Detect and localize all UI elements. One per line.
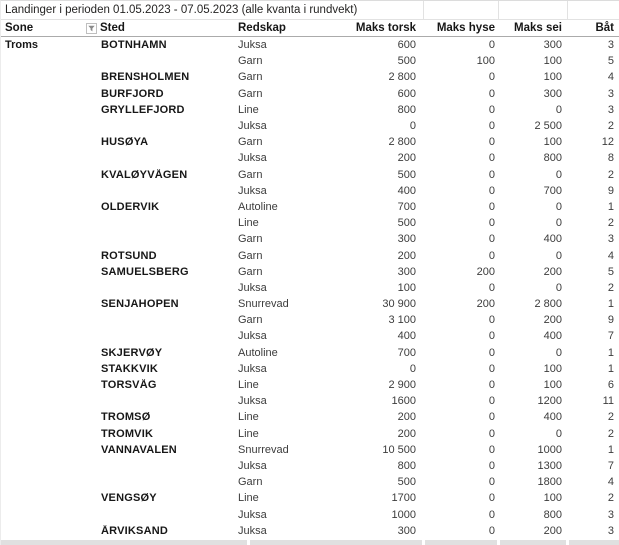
cell-maks-hyse: 0 xyxy=(488,508,495,521)
cell-sted: SAMUELSBERG xyxy=(101,265,189,278)
column-header-bat[interactable]: Båt xyxy=(595,22,614,34)
cell-maks-torsk: 200 xyxy=(397,411,416,424)
cell-redskap: Garn xyxy=(238,71,263,84)
cell-redskap: Line xyxy=(238,217,259,230)
cell-bat: 2 xyxy=(607,492,614,505)
cell-bat: 1 xyxy=(607,346,614,359)
cell-redskap: Snurrevad xyxy=(238,443,289,456)
cell-bat: 9 xyxy=(607,314,614,327)
cell-bat: 7 xyxy=(607,459,614,472)
cell-maks-sei: 0 xyxy=(555,103,562,116)
cell-maks-torsk: 300 xyxy=(397,265,416,278)
cell-maks-torsk: 800 xyxy=(397,103,416,116)
cell-maks-hyse: 0 xyxy=(488,249,495,262)
cell-maks-sei: 200 xyxy=(543,524,562,537)
cutoff-total-row xyxy=(1,540,619,545)
cell-maks-torsk: 500 xyxy=(397,168,416,181)
cell-maks-hyse: 0 xyxy=(488,362,495,375)
cell-maks-sei: 1300 xyxy=(537,459,562,472)
cell-maks-torsk: 200 xyxy=(397,427,416,440)
cell-bat: 3 xyxy=(607,103,614,116)
table-row[interactable] xyxy=(1,53,619,69)
cell-maks-sei: 100 xyxy=(543,362,562,375)
cell-maks-sei: 100 xyxy=(543,71,562,84)
cell-maks-hyse: 100 xyxy=(476,55,495,68)
cell-maks-hyse: 200 xyxy=(476,298,495,311)
cell-maks-sei: 400 xyxy=(543,233,562,246)
cell-maks-torsk: 1600 xyxy=(391,395,416,408)
cell-maks-sei: 800 xyxy=(543,508,562,521)
cell-bat: 1 xyxy=(607,443,614,456)
cell-maks-torsk: 400 xyxy=(397,330,416,343)
cell-sted: OLDERVIK xyxy=(101,200,160,213)
cell-maks-hyse: 0 xyxy=(488,492,495,505)
cell-bat: 4 xyxy=(607,249,614,262)
cell-sted: BURFJORD xyxy=(101,87,164,100)
cell-maks-torsk: 500 xyxy=(397,217,416,230)
table-row[interactable] xyxy=(1,458,619,474)
cell-maks-hyse: 0 xyxy=(488,233,495,246)
cell-sted: BRENSHOLMEN xyxy=(101,71,190,84)
cell-sted: VANNAVALEN xyxy=(101,443,177,456)
table-row[interactable] xyxy=(1,377,619,393)
column-header-redskap[interactable]: Redskap xyxy=(238,22,286,34)
table-body xyxy=(1,37,619,539)
cell-bat: 5 xyxy=(607,265,614,278)
cell-sted: TROMSØ xyxy=(101,411,151,424)
table-row[interactable] xyxy=(1,393,619,409)
cell-maks-torsk: 600 xyxy=(397,87,416,100)
cell-redskap: Garn xyxy=(238,314,263,327)
cell-redskap: Juksa xyxy=(238,152,267,165)
cell-maks-hyse: 0 xyxy=(488,443,495,456)
cell-maks-hyse: 0 xyxy=(488,379,495,392)
cell-bat: 2 xyxy=(607,427,614,440)
cell-sted: HUSØYA xyxy=(101,136,149,149)
cell-maks-hyse: 0 xyxy=(488,346,495,359)
cell-maks-hyse: 0 xyxy=(488,314,495,327)
table-row[interactable] xyxy=(1,183,619,199)
cell-bat: 6 xyxy=(607,379,614,392)
cell-maks-hyse: 0 xyxy=(488,217,495,230)
cell-bat: 1 xyxy=(607,362,614,375)
cell-maks-sei: 0 xyxy=(555,168,562,181)
cell-redskap: Juksa xyxy=(238,120,267,133)
cell-maks-sei: 1800 xyxy=(537,476,562,489)
table-row[interactable] xyxy=(1,134,619,150)
cell-maks-torsk: 400 xyxy=(397,184,416,197)
cell-maks-hyse: 0 xyxy=(488,459,495,472)
cell-maks-torsk: 0 xyxy=(409,362,416,375)
cell-maks-sei: 400 xyxy=(543,330,562,343)
cell-redskap: Juksa xyxy=(238,524,267,537)
cell-redskap: Autoline xyxy=(238,200,278,213)
cell-maks-torsk: 2 800 xyxy=(388,71,416,84)
cell-maks-sei: 2 800 xyxy=(534,298,562,311)
cell-redskap: Garn xyxy=(238,168,263,181)
table-row[interactable] xyxy=(1,37,619,53)
cell-maks-torsk: 2 900 xyxy=(388,379,416,392)
cell-bat: 3 xyxy=(607,508,614,521)
table-row[interactable] xyxy=(1,345,619,361)
cell-sted: TORSVÅG xyxy=(101,379,157,392)
cell-redskap: Line xyxy=(238,103,259,116)
cell-maks-sei: 300 xyxy=(543,87,562,100)
cell-redskap: Juksa xyxy=(238,39,267,52)
cell-sted: KVALØYVÅGEN xyxy=(101,168,188,181)
cell-maks-hyse: 0 xyxy=(488,39,495,52)
table-row[interactable] xyxy=(1,328,619,344)
cell-redskap: Garn xyxy=(238,249,263,262)
cell-bat: 3 xyxy=(607,233,614,246)
cell-sted: STAKKVIK xyxy=(101,362,159,375)
cell-maks-torsk: 500 xyxy=(397,55,416,68)
table-row[interactable] xyxy=(1,426,619,442)
cell-maks-torsk: 1700 xyxy=(391,492,416,505)
cell-maks-torsk: 100 xyxy=(397,281,416,294)
table-row[interactable] xyxy=(1,474,619,490)
cell-redskap: Line xyxy=(238,427,259,440)
cell-bat: 1 xyxy=(607,200,614,213)
cell-redskap: Autoline xyxy=(238,346,278,359)
cell-maks-sei: 0 xyxy=(555,217,562,230)
cell-maks-hyse: 0 xyxy=(488,200,495,213)
column-header-maks-torsk[interactable]: Maks torsk xyxy=(355,22,416,34)
cell-bat: 2 xyxy=(607,411,614,424)
table-row[interactable] xyxy=(1,215,619,231)
cell-redskap: Garn xyxy=(238,55,263,68)
cell-maks-hyse: 0 xyxy=(488,152,495,165)
cell-maks-torsk: 700 xyxy=(397,200,416,213)
cell-maks-sei: 1000 xyxy=(537,443,562,456)
cell-maks-sei: 200 xyxy=(543,314,562,327)
cell-sted: GRYLLEFJORD xyxy=(101,103,185,116)
cell-sted: SKJERVØY xyxy=(101,346,163,359)
cell-redskap: Juksa xyxy=(238,395,267,408)
cell-maks-torsk: 2 800 xyxy=(388,136,416,149)
cell-maks-sei: 0 xyxy=(555,249,562,262)
cell-bat: 2 xyxy=(607,281,614,294)
cell-redskap: Garn xyxy=(238,136,263,149)
cell-maks-hyse: 0 xyxy=(488,184,495,197)
table-row[interactable] xyxy=(1,264,619,280)
cell-bat: 1 xyxy=(607,298,614,311)
cell-bat: 2 xyxy=(607,120,614,133)
cell-maks-torsk: 200 xyxy=(397,152,416,165)
cell-bat: 5 xyxy=(607,55,614,68)
cell-redskap: Juksa xyxy=(238,330,267,343)
cell-maks-torsk: 30 900 xyxy=(382,298,416,311)
cell-maks-hyse: 0 xyxy=(488,476,495,489)
table-row[interactable] xyxy=(1,442,619,458)
cell-maks-hyse: 0 xyxy=(488,103,495,116)
cell-maks-sei: 0 xyxy=(555,200,562,213)
cell-maks-sei: 100 xyxy=(543,492,562,505)
cell-bat: 11 xyxy=(602,395,614,408)
cell-maks-sei: 100 xyxy=(543,136,562,149)
cell-sted: VENGSØY xyxy=(101,492,157,505)
cell-redskap: Juksa xyxy=(238,459,267,472)
cell-maks-hyse: 0 xyxy=(488,395,495,408)
cell-maks-torsk: 500 xyxy=(397,476,416,489)
title-empty-cell xyxy=(498,1,567,19)
title-empty-cell xyxy=(423,1,498,19)
cell-maks-hyse: 0 xyxy=(488,87,495,100)
cell-maks-torsk: 10 500 xyxy=(382,443,416,456)
cell-maks-sei: 2 500 xyxy=(534,120,562,133)
cell-bat: 3 xyxy=(607,39,614,52)
cell-maks-torsk: 800 xyxy=(397,459,416,472)
table-row[interactable] xyxy=(1,490,619,506)
column-header-maks-sei[interactable]: Maks sei xyxy=(514,22,562,34)
cell-sted: ROTSUND xyxy=(101,249,157,262)
title-row xyxy=(1,1,619,20)
cell-maks-hyse: 0 xyxy=(488,330,495,343)
cell-maks-sei: 200 xyxy=(543,265,562,278)
cell-redskap: Juksa xyxy=(238,508,267,521)
cell-maks-torsk: 0 xyxy=(409,120,416,133)
cell-redskap: Line xyxy=(238,411,259,424)
cell-maks-hyse: 0 xyxy=(488,136,495,149)
cell-redskap: Juksa xyxy=(238,281,267,294)
cell-maks-hyse: 0 xyxy=(488,524,495,537)
cell-maks-torsk: 600 xyxy=(397,39,416,52)
cell-bat: 7 xyxy=(607,330,614,343)
title-empty-cell xyxy=(567,1,619,19)
cell-redskap: Snurrevad xyxy=(238,298,289,311)
table-row[interactable] xyxy=(1,280,619,296)
cell-maks-hyse: 0 xyxy=(488,427,495,440)
cell-bat: 12 xyxy=(601,136,614,149)
cell-sted: TROMVIK xyxy=(101,427,154,440)
cell-maks-sei: 400 xyxy=(543,411,562,424)
cell-maks-sei: 0 xyxy=(555,346,562,359)
cell-maks-sei: 700 xyxy=(543,184,562,197)
cell-bat: 9 xyxy=(607,184,614,197)
column-header-sted[interactable] xyxy=(84,22,236,34)
cell-maks-hyse: 0 xyxy=(488,411,495,424)
cell-bat: 3 xyxy=(607,87,614,100)
cell-redskap: Juksa xyxy=(238,362,267,375)
table-row[interactable] xyxy=(1,167,619,183)
column-header-maks-hyse[interactable]: Maks hyse xyxy=(436,22,495,34)
cell-maks-torsk: 300 xyxy=(397,233,416,246)
table-row[interactable] xyxy=(1,361,619,377)
table-row[interactable] xyxy=(1,506,619,522)
table-row[interactable] xyxy=(1,231,619,247)
cell-bat: 3 xyxy=(607,524,614,537)
cell-maks-hyse: 0 xyxy=(488,168,495,181)
cell-redskap: Garn xyxy=(238,233,263,246)
cell-maks-sei: 0 xyxy=(555,427,562,440)
cell-maks-sei: 0 xyxy=(555,281,562,294)
cell-redskap: Line xyxy=(238,492,259,505)
cell-maks-sei: 300 xyxy=(543,39,562,52)
cell-maks-sei: 1200 xyxy=(537,395,562,408)
cell-sted: ÅRVIKSAND xyxy=(101,524,168,537)
cell-sted: SENJAHOPEN xyxy=(101,298,179,311)
table-row[interactable] xyxy=(1,247,619,263)
column-header-sone[interactable]: Sone xyxy=(5,22,34,34)
cell-maks-hyse: 0 xyxy=(488,120,495,133)
cell-redskap: Juksa xyxy=(238,184,267,197)
cell-redskap: Garn xyxy=(238,476,263,489)
cell-maks-torsk: 700 xyxy=(397,346,416,359)
cell-redskap: Garn xyxy=(238,265,263,278)
table-row[interactable] xyxy=(1,86,619,102)
table-row[interactable] xyxy=(1,118,619,134)
cell-maks-hyse: 0 xyxy=(488,71,495,84)
table-row[interactable] xyxy=(1,102,619,118)
cell-bat: 8 xyxy=(607,152,614,165)
cell-sted: BOTNHAMN xyxy=(101,39,167,52)
cell-maks-torsk: 3 100 xyxy=(388,314,416,327)
cell-maks-sei: 800 xyxy=(543,152,562,165)
table-row[interactable] xyxy=(1,409,619,425)
filter-icon[interactable] xyxy=(86,23,97,34)
cell-bat: 2 xyxy=(607,168,614,181)
cell-maks-torsk: 200 xyxy=(397,249,416,262)
table-row[interactable] xyxy=(1,312,619,328)
cell-bat: 2 xyxy=(607,217,614,230)
cell-redskap: Line xyxy=(238,379,259,392)
cell-bat: 4 xyxy=(607,476,614,489)
table-row[interactable] xyxy=(1,523,619,539)
cell-maks-hyse: 0 xyxy=(488,281,495,294)
table-header-row xyxy=(1,20,619,37)
cell-maks-torsk: 1000 xyxy=(391,508,416,521)
table-row[interactable] xyxy=(1,296,619,312)
cell-bat: 4 xyxy=(607,71,614,84)
cell-maks-sei: 100 xyxy=(543,379,562,392)
table-row[interactable] xyxy=(1,150,619,166)
table-row[interactable] xyxy=(1,199,619,215)
cell-maks-sei: 100 xyxy=(543,55,562,68)
cell-maks-hyse: 200 xyxy=(476,265,495,278)
report-title: Landinger i perioden 01.05.2023 - 07.05.2023 (alle kvanta i rundvekt) xyxy=(5,4,358,16)
table-row[interactable] xyxy=(1,69,619,85)
cell-redskap: Garn xyxy=(238,87,263,100)
column-header-sted-label: Sted xyxy=(100,22,125,34)
cell-sone: Troms xyxy=(5,39,39,52)
cell-maks-torsk: 300 xyxy=(397,524,416,537)
